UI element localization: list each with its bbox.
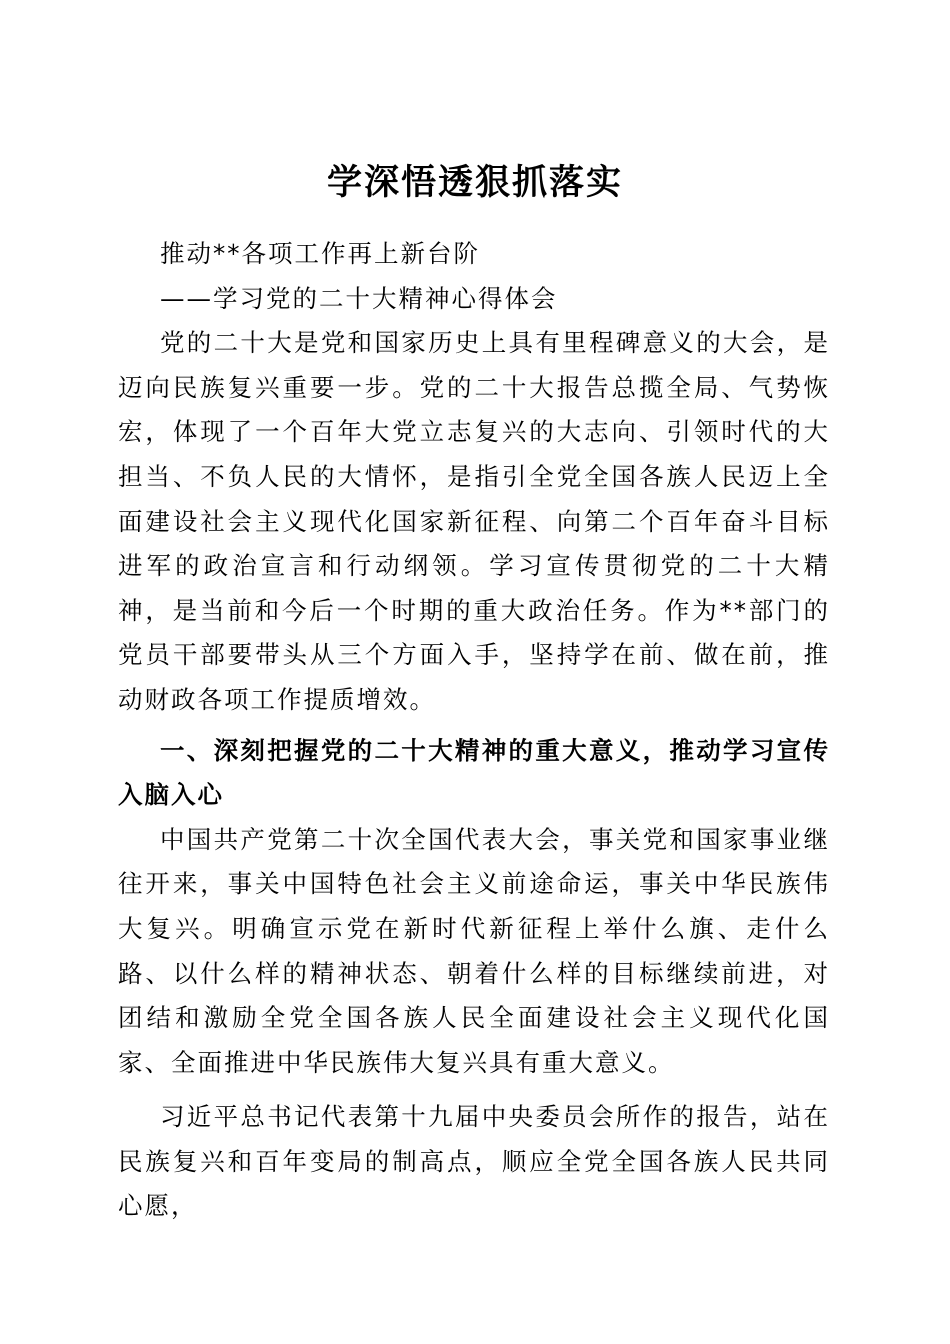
subtitle-line-1: 推动**各项工作再上新台阶	[160, 239, 480, 268]
document-body	[118, 232, 830, 1229]
document-title: 学深悟透狠抓落实	[326, 162, 623, 204]
section-heading-1: 一、深刻把握党的二十大精神的重大意义，推动学习宣传入脑入心	[118, 735, 830, 810]
paragraph-section-1-b: 习近平总书记代表第十九届中央委员会所作的报告，站在民族复兴和百年变局的制高点，顺应全党全国各族人民共同心愿，	[118, 1102, 830, 1221]
subtitle-line-2: ——学习党的二十大精神心得体会	[160, 283, 558, 313]
paragraph-intro: 党的二十大是党和国家历史上具有里程碑意义的大会，是迈向民族复兴重要一步。党的二十大报告总揽全局、气势恢宏，体现了一个百年大党立志复兴的大志向、引领时代的大担当、不负人民的大情怀，是指引全党全国各族人民迈上全面建设社会主义现代化国家新征程、向第二个百年奋斗目标进军的政治宣言和行动纲领。学习宣传贯彻党的二十大精神，是当前和今后一个时期的重大政治任务。作为**部门的党员干部要带头从三个方面入手，坚持学在前、做在前，推动财政各项工作提质增效。	[118, 328, 830, 714]
paragraph-section-1-a: 中国共产党第二十次全国代表大会，事关党和国家事业继往开来，事关中国特色社会主义前途命运，事关中华民族伟大复兴。明确宣示党在新时代新征程上举什么旗、走什么路、以什么样的精神状态、朝着什么样的目标继续前进，对团结和激励全党全国各族人民全面建设社会主义现代化国家、全面推进中华民族伟大复兴具有重大意义。	[118, 824, 830, 1077]
